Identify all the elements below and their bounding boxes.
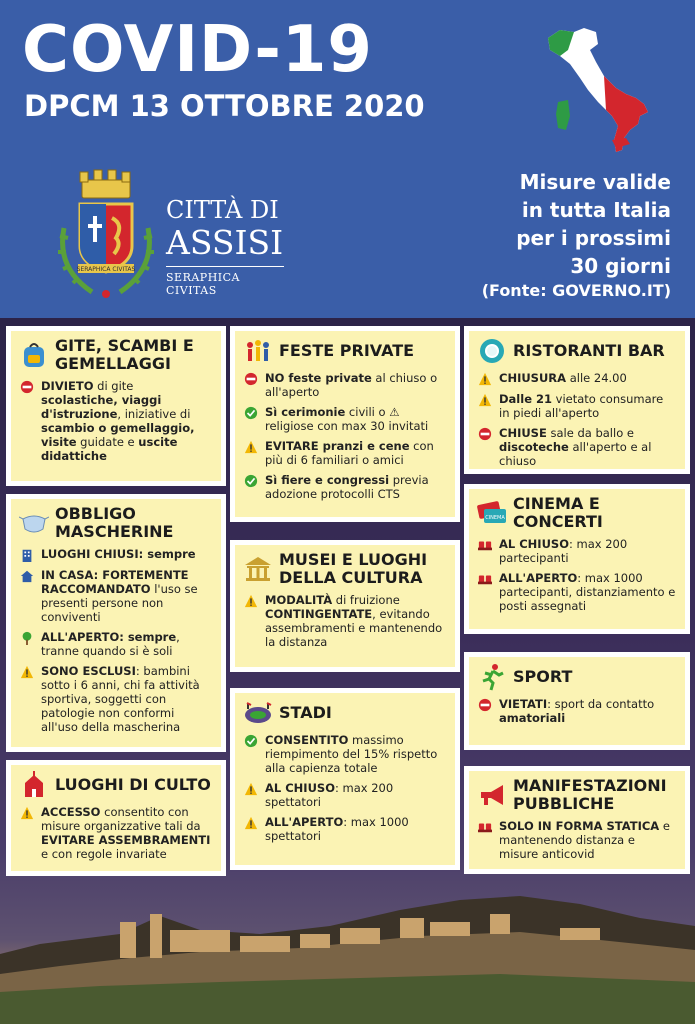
- warning-icon: [477, 393, 493, 407]
- city-line-1: CITTÀ DI: [166, 196, 279, 224]
- ticket-label: CINEMA: [485, 515, 505, 521]
- validity-line-1: Misure valide: [519, 170, 671, 194]
- city-divider: [166, 266, 284, 267]
- warning-icon: [243, 816, 259, 830]
- validity-line-3: per i prossimi: [516, 226, 671, 250]
- card-cinema: [464, 484, 690, 634]
- italy-map-icon: [540, 20, 660, 160]
- seats-icon: [477, 820, 493, 834]
- no-entry-icon: [477, 698, 493, 712]
- warning-icon: [19, 806, 35, 820]
- check-icon: [243, 734, 259, 748]
- assisi-crest-icon: [52, 168, 160, 308]
- card-mascherine: [6, 494, 226, 752]
- list-item: MODALITÀ di fruizione CONTINGENTATE, evitando assembramenti e mantenendo la distanza: [243, 593, 447, 649]
- museum-icon: [243, 555, 273, 583]
- ticket-icon: [477, 499, 507, 527]
- card-title: OBBLIGO MASCHERINE: [55, 504, 174, 541]
- list-item: SONO ESCLUSI: bambini sotto i 6 anni, chi fa attività sportiva, soggetti con patologie non conformi all'uso della mascherina: [19, 664, 213, 734]
- card-title: SPORT: [513, 667, 573, 686]
- validity-note: [431, 168, 671, 302]
- building-icon: [19, 548, 35, 562]
- plate-icon: [477, 337, 507, 365]
- list-item: LUOGHI CHIUSI: sempre: [19, 547, 213, 562]
- list-item: CONSENTITO massimo riempimento del 15% rispetto alla capienza totale: [243, 733, 447, 775]
- stadium-icon: [243, 699, 273, 727]
- warning-icon: [243, 594, 259, 608]
- city-logo-text: [166, 196, 284, 297]
- card-title: MUSEI E LUOGHI DELLA CULTURA: [279, 550, 428, 587]
- mask-icon: [19, 509, 49, 537]
- runner-icon: [477, 663, 507, 691]
- card-gite: [6, 326, 226, 486]
- list-item: DIVIETO di gite scolastiche, viaggi d'istruzione, iniziative di scambio o gemellaggio, visite guidate e uscite didattiche: [19, 379, 213, 463]
- header-banner: [0, 0, 695, 318]
- warning-icon: [477, 372, 493, 386]
- list-item: ALL'APERTO: sempre, tranne quando si è soli: [19, 630, 213, 658]
- list-item: SOLO IN FORMA STATICA e mantenendo distanza e misure anticovid: [477, 819, 677, 861]
- card-musei: [230, 540, 460, 672]
- no-entry-icon: [243, 372, 259, 386]
- list-item: ACCESSO consentito con misure organizzative tali da EVITARE ASSEMBRAMENTI e con regole invariate: [19, 805, 213, 861]
- house-icon: [19, 569, 35, 583]
- page-title: COVID-19: [22, 13, 373, 87]
- list-item: AL CHIUSO: max 200 partecipanti: [477, 537, 677, 565]
- list-item: VIETATI: sport da contatto amatoriali: [477, 697, 677, 725]
- assisi-skyline-image: [0, 874, 695, 1024]
- backpack-icon: [19, 341, 49, 369]
- check-icon: [243, 406, 259, 420]
- city-line-3: SERAPHICA CIVITAS: [166, 271, 240, 297]
- seats-icon: [477, 538, 493, 552]
- validity-line-2: in tutta Italia: [521, 198, 671, 222]
- list-item: NO feste private al chiuso o all'aperto: [243, 371, 447, 399]
- seats-icon: [477, 572, 493, 586]
- warning-icon: [243, 782, 259, 796]
- party-icon: [243, 337, 273, 365]
- card-title: FESTE PRIVATE: [279, 341, 415, 360]
- card-stadi: [230, 688, 460, 870]
- page-subtitle: DPCM 13 OTTOBRE 2020: [24, 89, 425, 123]
- warning-icon: [19, 665, 35, 679]
- list-item: AL CHIUSO: max 200 spettatori: [243, 781, 447, 809]
- list-item: IN CASA: FORTEMENTE RACCOMANDATO l'uso se presenti persone non conviventi: [19, 568, 213, 624]
- card-title: GITE, SCAMBI E GEMELLAGGI: [55, 336, 194, 373]
- list-item: ALL'APERTO: max 1000 partecipanti, distanziamento e posti assegnati: [477, 571, 677, 613]
- card-sport: [464, 652, 690, 750]
- list-item: Sì cerimonie civili o ⚠ religiose con max 30 invitati: [243, 405, 447, 433]
- list-item: Sì fiere e congressi previa adozione protocolli CTS: [243, 473, 447, 501]
- card-title: LUOGHI DI CULTO: [55, 775, 211, 794]
- card-ristoranti: [464, 326, 690, 474]
- card-title: MANIFESTAZIONI PUBBLICHE: [513, 776, 667, 813]
- card-title: RISTORANTI BAR: [513, 341, 665, 360]
- warning-icon: [243, 440, 259, 454]
- no-entry-icon: [19, 380, 35, 394]
- card-feste: [230, 326, 460, 522]
- megaphone-icon: [477, 781, 507, 809]
- tree-icon: [19, 631, 35, 645]
- church-icon: [19, 771, 49, 799]
- card-manifestazioni: [464, 766, 690, 874]
- card-title: STADI: [279, 703, 332, 722]
- list-item: Dalle 21 vietato consumare in piedi all'aperto: [477, 392, 677, 420]
- validity-line-4: 30 giorni: [570, 254, 671, 278]
- crest-band-text: SERAPHICA CIVITAS: [76, 266, 136, 273]
- list-item: CHIUSE sale da ballo e discoteche all'aperto e al chiuso: [477, 426, 677, 468]
- card-title: CINEMA E CONCERTI: [513, 494, 603, 531]
- list-item: CHIUSURA alle 24.00: [477, 371, 677, 386]
- no-entry-icon: [477, 427, 493, 441]
- card-culto: [6, 760, 226, 876]
- list-item: EVITARE pranzi e cene con più di 6 familiari o amici: [243, 439, 447, 467]
- check-icon: [243, 474, 259, 488]
- source-note: (Fonte: GOVERNO.IT): [481, 281, 671, 300]
- city-line-2: ASSISI: [166, 223, 284, 262]
- list-item: ALL'APERTO: max 1000 spettatori: [243, 815, 447, 843]
